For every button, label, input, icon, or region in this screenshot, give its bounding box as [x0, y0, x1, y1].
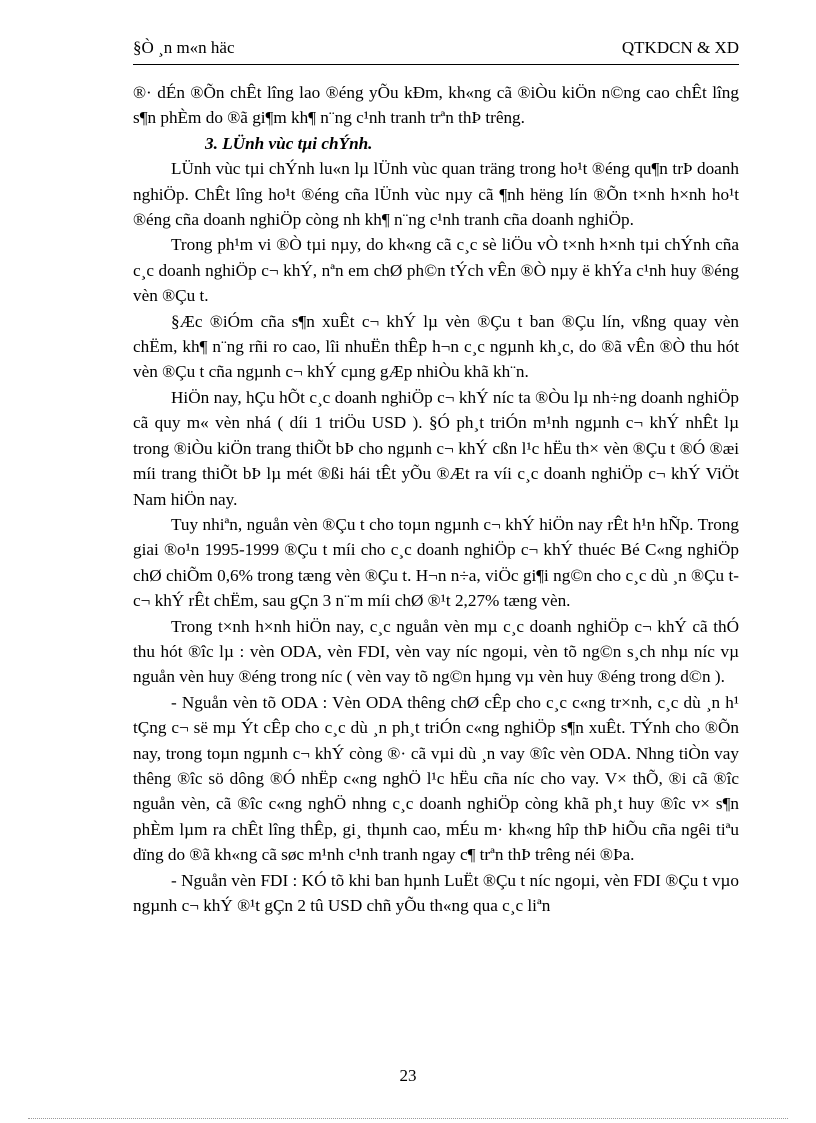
paragraph: - Nguån vèn FDI : KÓ tõ khi ban hµnh LuËt ®Çu t níc ngoµi, vèn FDI ®Çu t vµo ngµnh c¬ khÝ ®¹t gÇn 2 tû USD chñ yÕu th«ng qua c¸c liªn [133, 870, 739, 915]
header-left-title: §Ò ¸n m«n häc [133, 38, 235, 57]
paragraph: Trong t×nh h×nh hiÖn nay, c¸c nguån vèn mµ c¸c doanh nghiÖp c¬ khÝ cã thÓ thu hót ®îc lµ : vèn ODA, vèn FDI, vèn vay níc ngoµi, vèn tõ ng©n s¸ch nhµ níc vµ nguån vèn huy ®éng trong níc ( vèn vay tõ ng©n hµng vµ vèn huy ®éng trong d©n ). [133, 616, 739, 687]
page-number: 23 [399, 1066, 417, 1085]
page-header [133, 38, 739, 65]
document-body [133, 80, 739, 918]
paragraph: LÜnh vùc tµi chÝnh lu«n lµ lÜnh vùc quan träng trong ho¹t ®éng qu¶n trÞ doanh nghiÖp. ChÊt lîng ho¹t ®éng cña lÜnh vùc nµy cã ¶nh hëng lín ®Õn t×nh h×nh ho¹t ®éng cña doanh nghiÖp còng nh kh¶ n¨ng c¹nh tranh cña doanh nghiÖp. [133, 159, 739, 230]
section-heading: 3. LÜnh vùc tµi chÝnh. [205, 133, 373, 153]
paragraph: HiÖn nay, hÇu hÕt c¸c doanh nghiÖp c¬ khÝ níc ta ®Òu lµ nh÷ng doanh nghiÖp cã quy m« vèn nhá ( díi 1 triÖu USD ). §Ó ph¸t triÓn m¹nh ngµnh c¬ khÝ nhÊt lµ trong ®iÒu kiÖn trang thiÕt bÞ cho ngµnh c¬ khÝ cßn l¹c hËu th× vèn ®Çu t ®Ó ®æi míi trang thiÕt bÞ lµ mét ®ßi hái tÊt yÕu ®Æt ra víi c¸c doanh nghiÖp c¬ khÝ ViÖt Nam hiÖn nay. [133, 387, 739, 509]
header-right-title: QTKDCN & XD [621, 38, 739, 57]
paragraph: ®· dÉn ®Õn chÊt lîng lao ®éng yÕu kÐm, kh«ng cã ®iÒu kiÖn n©ng cao chÊt lîng s¶n phÈm do ®ã gi¶m kh¶ n¨ng c¹nh tranh trªn thÞ trêng. [133, 83, 739, 128]
paragraph: - Nguån vèn tõ ODA : Vèn ODA thêng chØ cÊp cho c¸c c«ng tr×nh, c¸c dù ¸n h¹ tÇng c¬ së mµ Ýt cÊp cho c¸c dù ¸n ph¸t triÓn c«ng nghiÖp s¶n xuÊt. TÝnh cho ®Õn nay, trong toµn ngµnh c¬ khÝ còng ®· cã vµi dù ¸n vay ®îc vèn ODA. Nhng tiÒn vay thêng ®îc sö dông ®Ó nhËp c«ng nghÖ l¹c hËu cña níc cho vay. V× thÕ, ®i cã ®îc nguån vèn, cã ®îc c«ng nghÖ nhng c¸c doanh nghiÖp còng khã ph¸t huy ®îc v× s¶n phÈm lµm ra chÊt lîng thÊp, gi¸ thµnh cao, mÉu m· kh«ng hîp thÞ hiÕu cña ngêi tiªu dïng do ®ã kh«ng cã søc m¹nh c¹nh tranh ngay c¶ trªn thÞ trêng néi ®Þa. [133, 692, 739, 865]
paragraph: §Æc ®iÓm cña s¶n xuÊt c¬ khÝ lµ vèn ®Çu t ban ®Çu lín, vßng quay vèn chËm, kh¶ n¨ng rñi ro cao, lîi nhuËn thÊp h¬n c¸c ngµnh kh¸c, do ®ã vÊn ®Ò thu hót vèn ®Çu t cña ngµnh c¬ khÝ cµng gÆp nhiÒu khã kh¨n. [133, 311, 739, 382]
paragraph: Trong ph¹m vi ®Ò tµi nµy, do kh«ng cã c¸c sè liÖu vÒ t×nh h×nh tµi chÝnh cña c¸c doanh nghiÖp c¬ khÝ, nªn em chØ ph©n tÝch vÊn ®Ò nµy ë khÝa c¹nh huy ®éng vèn ®Çu t. [133, 235, 739, 306]
paragraph: Tuy nhiªn, nguån vèn ®Çu t cho toµn ngµnh c¬ khÝ hiÖn nay rÊt h¹n hÑp. Trong giai ®o¹n 1995-1999 ®Çu t míi cho c¸c doanh nghiÖp c¬ khÝ thuéc Bé C«ng nghiÖp chØ chiÕm 0,6% trong tæng vèn ®Çu t. H¬n n÷a, viÖc gi¶i ng©n cho c¸c dù ¸n ®Çu t c¬ khÝ rÊt chËm, sau gÇn 3 n¨m míi chØ ®¹t 2,27% tæng vèn. [133, 514, 739, 611]
footer-divider [28, 1118, 788, 1119]
